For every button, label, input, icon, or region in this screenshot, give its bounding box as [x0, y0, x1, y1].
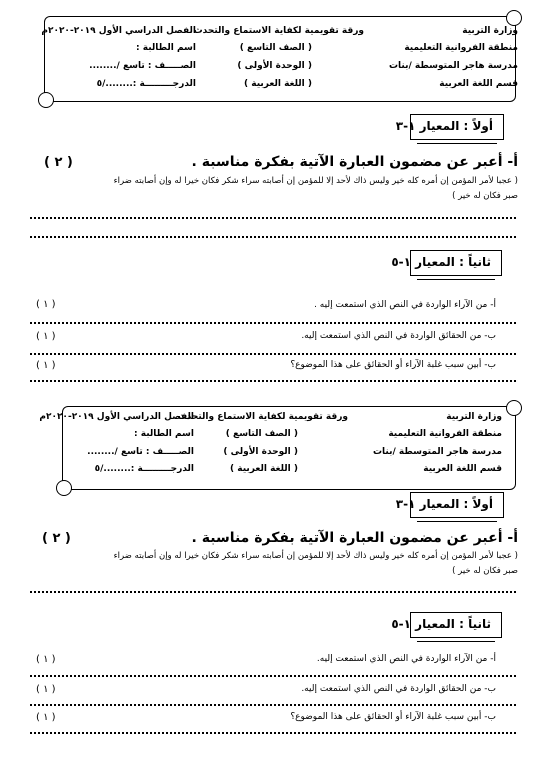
answer-line[interactable]: [30, 732, 516, 734]
worksheet-1: [0, 0, 544, 383]
worksheet-2: [0, 384, 544, 767]
department-label: قسم اللغة العربية: [423, 464, 502, 474]
criterion-label: ثانياً : المعيار ١-٥: [391, 617, 491, 631]
question-line: ب- من الحقائق الواردة في النص الذي استمعت إليه.: [301, 331, 496, 341]
district-label: منطقة الفروانية التعليمية: [388, 429, 502, 439]
answer-line[interactable]: [30, 591, 516, 593]
subject-label: ( اللغة العربية ): [230, 464, 298, 474]
question-a-marks: ( ٢ ): [42, 531, 71, 546]
subject-label: ( اللغة العربية ): [244, 79, 312, 89]
answer-line[interactable]: [30, 236, 516, 238]
question-score: ( ١ ): [36, 360, 56, 371]
answer-line[interactable]: [30, 322, 516, 324]
ministry-label: وزارة التربية: [462, 26, 518, 36]
scroll-curl-icon: [38, 92, 54, 108]
question-a-title: أ- أعبر عن مضمون العبارة الآتية بفكرة مناسبة .: [191, 530, 518, 546]
question-score: ( ١ ): [36, 299, 56, 310]
question-score: ( ١ ): [36, 712, 56, 723]
answer-line[interactable]: [30, 675, 516, 677]
scroll-curl-icon: [506, 10, 522, 26]
question-line: ب- من الحقائق الواردة في النص الذي استمعت إليه.: [301, 684, 496, 694]
criterion-label: أولاً : المعيار ١-٣: [395, 497, 493, 511]
unit-label: ( الوحدة الأولى ): [223, 447, 298, 457]
question-line: ب- أبين سبب غلبة الآراء أو الحقائق على هذا الموضوع؟: [290, 712, 496, 722]
question-a-marks: ( ٢ ): [44, 155, 73, 170]
criterion-label: ثانياً : المعيار ١-٥: [391, 255, 491, 269]
question-a-title: أ- أعبر عن مضمون العبارة الآتية بفكرة مناسبة .: [191, 154, 518, 170]
school-label: مدرسة هاجر المتوسطة /بنات: [372, 447, 502, 457]
grade-field[interactable]: الدرجـــــــــة :......../٥: [94, 464, 194, 474]
quote-text: صبر فكان له خير ): [452, 191, 518, 201]
scroll-curl-icon: [56, 480, 72, 496]
criterion-label: أولاً : المعيار ١-٣: [395, 119, 493, 133]
sheet-title: ورقة تقويمية لكفاية الاستماع والتحدث: [177, 412, 348, 422]
quote-text: ( عجبا لأمر المؤمن إن أمره كله خير وليس ذاك لأحد إلا للمؤمن إن أصابته سراء شكر فكان خيرا له وإن أصابته ضراء: [113, 551, 518, 561]
criterion-box: [395, 114, 504, 140]
class-field[interactable]: الصـــــف : تاسع /........: [87, 447, 194, 457]
unit-label: ( الوحدة الأولى ): [237, 61, 312, 71]
question-line: ب- أبين سبب غلبة الآراء أو الحقائق على هذا الموضوع؟: [290, 360, 496, 370]
semester-label: الفصل الدراسي الأول ٢٠١٩-٢٠٢٠م: [39, 412, 194, 422]
answer-line[interactable]: [30, 704, 516, 706]
criterion-box: [395, 492, 504, 518]
quote-text: صبر فكان له خير ): [452, 566, 518, 576]
question-score: ( ١ ): [36, 684, 56, 695]
student-name-field[interactable]: اسم الطالبة :: [134, 429, 194, 439]
school-label: مدرسة هاجر المتوسطة /بنات: [388, 61, 518, 71]
grade-label: ( الصف التاسع ): [239, 43, 312, 53]
class-field[interactable]: الصـــــف : تاسع /........: [89, 61, 196, 71]
answer-line[interactable]: [30, 217, 516, 219]
grade-field[interactable]: الدرجـــــــــة :......../٥: [96, 79, 196, 89]
criterion-box: [391, 612, 502, 638]
answer-line[interactable]: [30, 380, 516, 382]
quote-text: ( عجبا لأمر المؤمن إن أمره كله خير وليس ذاك لأحد إلا للمؤمن إن أصابته سراء شكر فكان خيرا له وإن أصابته ضراء: [113, 176, 518, 186]
grade-label: ( الصف التاسع ): [225, 429, 298, 439]
ministry-label: وزارة التربية: [446, 412, 502, 422]
question-line: أ- من الآراء الواردة في النص الذي استمعت إليه .: [314, 300, 496, 310]
answer-line[interactable]: [30, 353, 516, 355]
semester-label: الفصل الدراسي الأول ٢٠١٩-٢٠٢٠م: [41, 26, 196, 36]
question-line: أ- من الآراء الواردة في النص الذي استمعت إليه.: [316, 654, 496, 664]
scroll-curl-icon: [506, 400, 522, 416]
district-label: منطقة الفروانية التعليمية: [404, 43, 518, 53]
criterion-box: [391, 250, 502, 276]
question-score: ( ١ ): [36, 331, 56, 342]
sheet-title: ورقة تقويمية لكفاية الاستماع والتحدث: [193, 26, 364, 36]
question-score: ( ١ ): [36, 654, 56, 665]
department-label: قسم اللغة العربية: [439, 79, 518, 89]
student-name-field[interactable]: اسم الطالبة :: [136, 43, 196, 53]
